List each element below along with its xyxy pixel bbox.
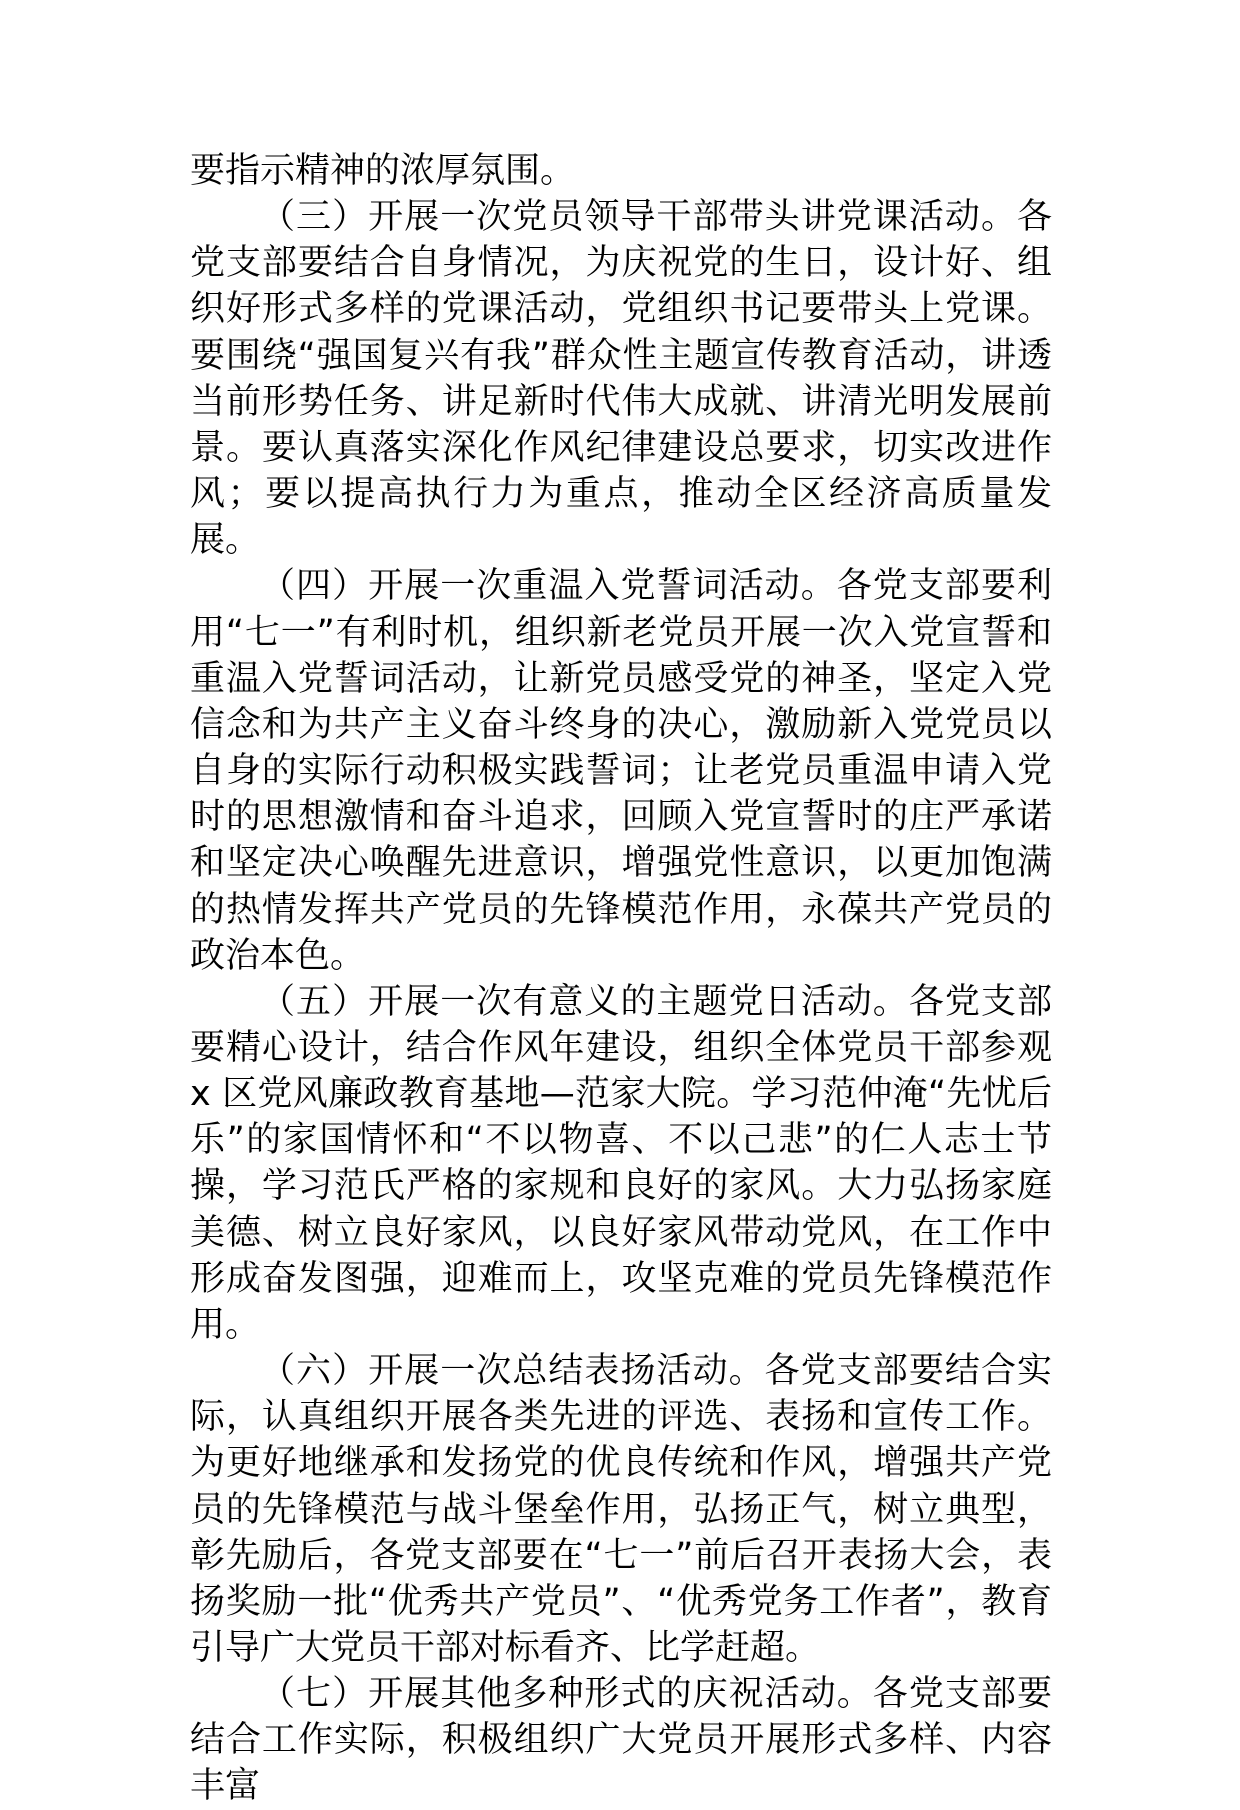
paragraph-section-7: （七）开展其他多种形式的庆祝活动。各党支部要结合工作实际，积极组织广大党员开展形式多样、内容丰富 [190,1674,1052,1807]
paragraph-continuation: 要指示精神的浓厚氛围。 [190,151,576,191]
paragraph-section-3: （三）开展一次党员领导干部带头讲党课活动。各党支部要结合自身情况，为庆祝党的生日，设计好、组织好形式多样的党课活动，党组织书记要带头上党课。要围绕“强国复兴有我”群众性主题宣传教育活动，讲透当前形势任务、讲足新时代伟大成就、讲清光明发展前景。要认真落实深化作风纪律建设总要求，切实改进作风；要以提高执行力为重点，推动全区经济高质量发展。 [190,197,1052,561]
paragraph-section-6: （六）开展一次总结表扬活动。各党支部要结合实际，认真组织开展各类先进的评选、表扬和宣传工作。为更好地继承和发扬党的优良传统和作风，增强共产党员的先锋模范与战斗堡垒作用，弘扬正气，树立典型，彰先励后，各党支部要在“七一”前后召开表扬大会，表扬奖励一批“优秀共产党员”、“优秀党务工作者”，教育引导广大党员干部对标看齐、比学赶超。 [190,1351,1052,1668]
document-page [190,148,1052,1810]
paragraph-section-5: （五）开展一次有意义的主题党日活动。各党支部要精心设计，结合作风年建设，组织全体党员干部参观 x 区党风廉政教育基地—范家大院。学习范仲淹“先忧后乐”的家国情怀和“不以物喜、不以己悲”的仁人志士节操，学习范氏严格的家规和良好的家风。大力弘扬家庭美德、树立良好家风，以良好家风带动党风，在工作中形成奋发图强，迎难而上，攻坚克难的党员先锋模范作用。 [190,981,1052,1345]
paragraph-section-4: （四）开展一次重温入党誓词活动。各党支部要利用“七一”有利时机，组织新老党员开展一次入党宣誓和重温入党誓词活动，让新党员感受党的神圣，坚定入党信念和为共产主义奋斗终身的决心，激励新入党党员以自身的实际行动积极实践誓词；让老党员重温申请入党时的思想激情和奋斗追求，回顾入党宣誓时的庄严承诺和坚定决心唤醒先进意识，增强党性意识，以更加饱满的热情发挥共产党员的先锋模范作用，永葆共产党员的政治本色。 [190,566,1052,976]
